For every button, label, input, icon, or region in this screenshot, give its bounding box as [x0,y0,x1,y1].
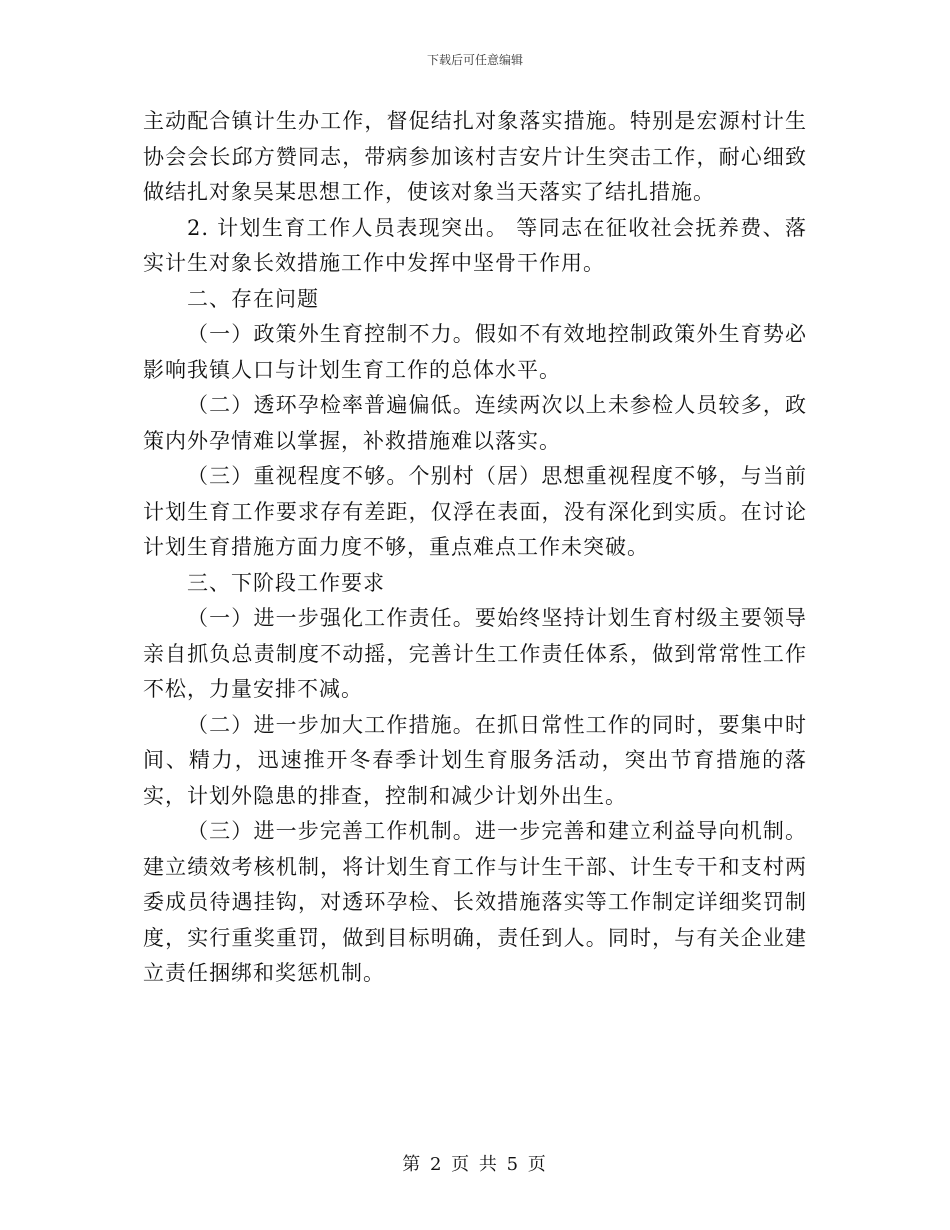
paragraph-step-3: （三）进一步完善工作机制。进一步完善和建立利益导向机制。建立绩效考核机制，将计划生育工作与计生干部、计生专干和支村两委成员待遇挂钩，对透环孕检、长效措施落实等工作制定详细奖罚制度，实行重奖重罚，做到目标明确，责任到人。同时，与有关企业建立责任捆绑和奖惩机制。 [143,819,807,985]
paragraph-step-1: （一）进一步强化工作责任。要始终坚持计划生育村级主要领导亲自抓负总责制度不动摇，完善计生工作责任体系，做到常常性工作不松，力量安排不减。 [143,606,807,701]
paragraph-issue-3: （三）重视程度不够。个别村（居）思想重视程度不够，与当前计划生育工作要求存有差距，仅浮在表面，没有深化到实质。在讨论计划生育措施方面力度不够，重点难点工作未突破。 [143,464,807,559]
section-heading-issues: 二、存在问题 [187,286,319,311]
paragraph-1: 主动配合镇计生办工作，督促结扎对象落实措施。特别是宏源村计生协会会长邱方赞同志，带病参加该村吉安片计生突击工作，耐心细致做结扎对象吴某思想工作，使该对象当天落实了结扎措施。 [143,109,807,204]
paragraph-step-2: （二）进一步加大工作措施。在抓日常性工作的同时，要集中时间、精力，迅速推开冬春季计划生育服务活动，突出节育措施的落实，计划外隐患的排查，控制和减少计划外出生。 [143,712,807,808]
page-number: 第 2 页 共 5 页 [402,1154,548,1175]
paragraph-2: 2. 计划生育工作人员表现突出。 等同志在征收社会抚养费、落实计生对象长效措施工作中发挥中坚骨干作用。 [143,215,807,275]
document-body [143,104,807,992]
page-header-note: 下载后可任意编辑 [426,53,523,67]
paragraph-issue-1: （一）政策外生育控制不力。假如不有效地控制政策外生育势必影响我镇人口与计划生育工作的总体水平。 [143,322,807,382]
section-heading-next-steps: 三、下阶段工作要求 [187,570,385,595]
paragraph-issue-2: （二）透环孕检率普遍偏低。连续两次以上未参检人员较多，政策内外孕情难以掌握，补救措施难以落实。 [143,393,807,453]
